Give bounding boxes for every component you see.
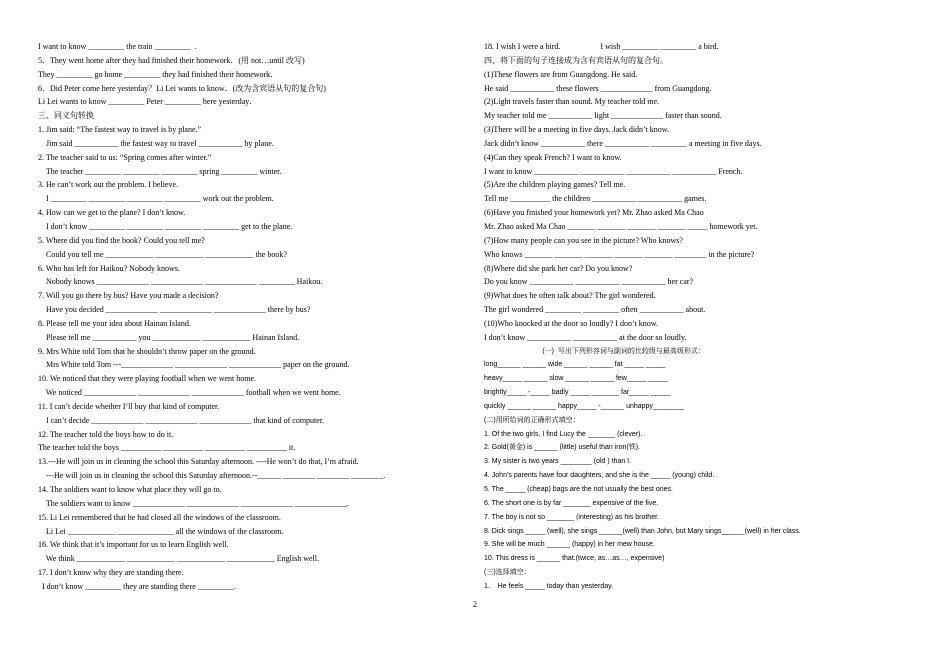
text-line: 13.---He will join us in cleaning the school this Saturday afternoon. ----He won’t do that, I’m afraid. <box>38 457 359 467</box>
text-line: He said ___________ these flowers _____________ from Guangdong. <box>484 83 712 93</box>
text-line: brightly_____ -_____ badly _____ _______ far_____ _____ <box>484 389 671 397</box>
text-line: 14. The soldiers want to know what place they will go to. <box>38 485 222 494</box>
text-line: (5)Are the children playing games? Tell me. <box>484 180 626 190</box>
text-line: 15. Li Lei remembered that he had closed all the windows of the classroom. <box>38 512 281 522</box>
text-line: 3. My sister is two years ________ (old ) than I. <box>484 458 632 466</box>
text-line: 6. The short one is by far _______ expensive of the five. <box>484 499 659 507</box>
text-line: Do you know ___________ ___________ ___________ her car? <box>484 277 694 287</box>
text-line: 6. Who has left for Haikou? Nobody knows. <box>38 263 180 273</box>
text-line: 8. Please tell me your idea about Hainan Island. <box>38 318 191 328</box>
text-line: 1. Of the two girls, I find Lucy the _______ (clever). <box>484 430 643 438</box>
text-line: 9. Mrs White told Tom that he shouldn’t throw paper on the ground. <box>38 346 256 356</box>
text-line: Li Lei ____________ ______________ all the windows of the classroom. <box>38 526 284 536</box>
text-line: 9. She will be much ______ (happy) in her mew house. <box>484 541 655 549</box>
text-line: (三)选择填空： <box>484 569 531 577</box>
text-line: I don’t know _________ they are standing there _________. <box>38 581 236 591</box>
text-line: Have you decided _____________ _____________ _____________ there by bus? <box>38 305 311 315</box>
text-line: Who knows _______ _______ _______ _______ _______ ________ in the picture? <box>484 249 755 259</box>
text-line: (10)Who knocked at the door so loudly? I don’t know. <box>484 318 658 328</box>
text-line: Tell me __________ the children ___________ ___________ games. <box>484 194 707 204</box>
text-line: We think ____________ ____________ ____________ ____________ English well. <box>38 554 319 564</box>
text-line: 2. Gold(黄金) is ______ (little) useful than iron(铁). <box>484 444 641 452</box>
text-line: 6．Did Peter come here yesterday？Li Lei wants to know．(改为含宾语从句的复合句) <box>38 83 326 93</box>
text-line: 1. Jim said: “The fastest way to travel is by plane.” <box>38 125 202 135</box>
text-line: 7. The boy is not so _______ (interesting) as his brother. <box>484 513 659 521</box>
text-line: Mrs White told Tom ---_____________ _____________ _____________ paper on the ground. <box>38 360 350 370</box>
text-line: The teacher told the boys __________ __________ __________ __________ it. <box>38 443 296 453</box>
text-line: Could you tell me ____________ ____________ ____________ the book? <box>38 249 287 259</box>
text-line: 18. I wish I were a bird. I wish _________ _________ a bird. <box>484 42 719 51</box>
text-line: 2. The teacher said to us: “Spring comes after winter.” <box>38 152 212 162</box>
text-line: (二)用所给词的正确形式填空： <box>484 416 580 424</box>
text-line: Jack didn’t know ___________ there ___________ _________ a meeting in five days. <box>484 138 762 148</box>
text-line: (1)These flowers are from Guangdong. He said. <box>484 69 638 79</box>
page-number: 2 <box>473 600 477 609</box>
text-line: The soldiers want to know _____________ _____________ _____________ _____________. <box>38 498 349 508</box>
text-line: I can’t decide _____________ _____________ _____________ that kind of computer. <box>38 415 325 425</box>
right-column <box>484 40 914 594</box>
text-line: (3)There will be a meeting in five days. Jack didn’t know. <box>484 125 670 135</box>
text-line: 10. We noticed that they were playing football when we went home. <box>38 374 257 384</box>
text-line: I _________ _________ _________ _________ work out the problem. <box>38 194 274 204</box>
text-line: (6)Have you finished your homework yet? Mr. Zhao asked Ma Chao <box>484 208 704 218</box>
text-line: Mr. Zhao asked Ma Chao _______ _______ _______ _______ _____ homework yet. <box>484 221 758 231</box>
text-line: (4)Can they speak French? I want to know. <box>484 152 622 162</box>
left-column <box>38 40 443 594</box>
text-line: They _________ go home _________ they had finished their homework． <box>38 69 279 79</box>
text-line: (8)Where did she park her car? Do you know? <box>484 263 633 273</box>
text-line: The girl wondered _________ _________ often ___________ about. <box>484 305 706 315</box>
text-line: long______ ______ wide ______ ______ fat _____ _____ <box>484 361 666 369</box>
text-line: 12. The teacher told the boys how to do it. <box>38 429 174 439</box>
text-line: 5．They went home after they had finished their homework．(用 not…until 改写) <box>38 55 305 65</box>
text-line: 4. How can we get to the plane? I don’t know. <box>38 208 186 218</box>
text-line: (一) 写出下列形容词与副词的比较级与最高级形式： <box>484 347 705 355</box>
text-line: 7. Will you go there by bus? Have you made a decision? <box>38 291 219 301</box>
text-line: (7)How many people can you see in the picture? Who knows? <box>484 235 683 245</box>
text-line: 5. The _____ (cheap) bags are the not usually the best ones. <box>484 486 673 493</box>
text-line: 三、同义句转换 <box>38 111 94 121</box>
text-line: I want to know _________ the train _________ . <box>38 42 197 51</box>
text-line: quickly ______ ______ happy_____ -______ unhappy________ <box>484 402 685 410</box>
text-line: Jim said ___________ the fastest way to travel ___________ by plane. <box>38 138 274 148</box>
text-line: We noticed _____________ _____________ _____________ football when we went home. <box>38 388 341 398</box>
text-line: Nobody knows _____________ _____________ _____________ _________ Haikou. <box>38 277 323 287</box>
text-line: 4. John’s parents have four daughters, and she is the _____ (young) child. <box>484 472 715 480</box>
text-line: (9)What does he often talk about? The girl wondered. <box>484 291 656 301</box>
text-line: 5. Where did you find the book? Could you tell me? <box>38 235 205 245</box>
text-line: 10. This dress is ______ that.(twice, as…as…, expensive) <box>484 555 665 563</box>
text-line: My teacher told me ___________ light _____________ faster than sound. <box>484 111 722 121</box>
text-line: 17. I don’t know why they are standing there. <box>38 568 184 578</box>
text-line: 11. I can’t decide whether I’ll buy that kind of computer. <box>38 401 220 411</box>
text-line: The teacher _________ _________ _________ spring _________ winter. <box>38 166 282 176</box>
text-line: 1. He feels _____ today than yesterday. <box>484 582 614 590</box>
text-line: 16. We think that it’s important for us to learn English well. <box>38 540 229 550</box>
text-line: 四、将下面的句子连接成为含有宾语从句的复合句。 <box>484 55 668 65</box>
text-line: 8. Dick sings _____ (well), she sings ______(well) than John, but Mary sings______(well) in her class. <box>484 527 801 535</box>
text-line: 3. He can’t work out the problem. I believe. <box>38 180 179 190</box>
text-line: Li Lei wants to know _________ Peter _________ here yesterday． <box>38 97 258 107</box>
text-line: Please tell me ___________ you ____________ ____________ Hainan Island. <box>38 332 300 342</box>
text-line: (2)Light travels faster than sound. My teacher told me. <box>484 97 660 107</box>
text-line: I don’t know _________ _________ _________ _________ get to the plane. <box>38 221 293 231</box>
text-line: I don’t know ___________ ___________ at the door so loudly. <box>484 332 687 342</box>
text-line: I want to know ___________ ___________ ___________ ___________ French. <box>484 166 743 176</box>
text-line: ---He will join us in cleaning the school this Saturday afternoon.--______ ________ ________ ________. <box>38 471 386 481</box>
text-line: heavy_____ ______ slow ______ ______ few_____ _____ <box>484 375 668 383</box>
